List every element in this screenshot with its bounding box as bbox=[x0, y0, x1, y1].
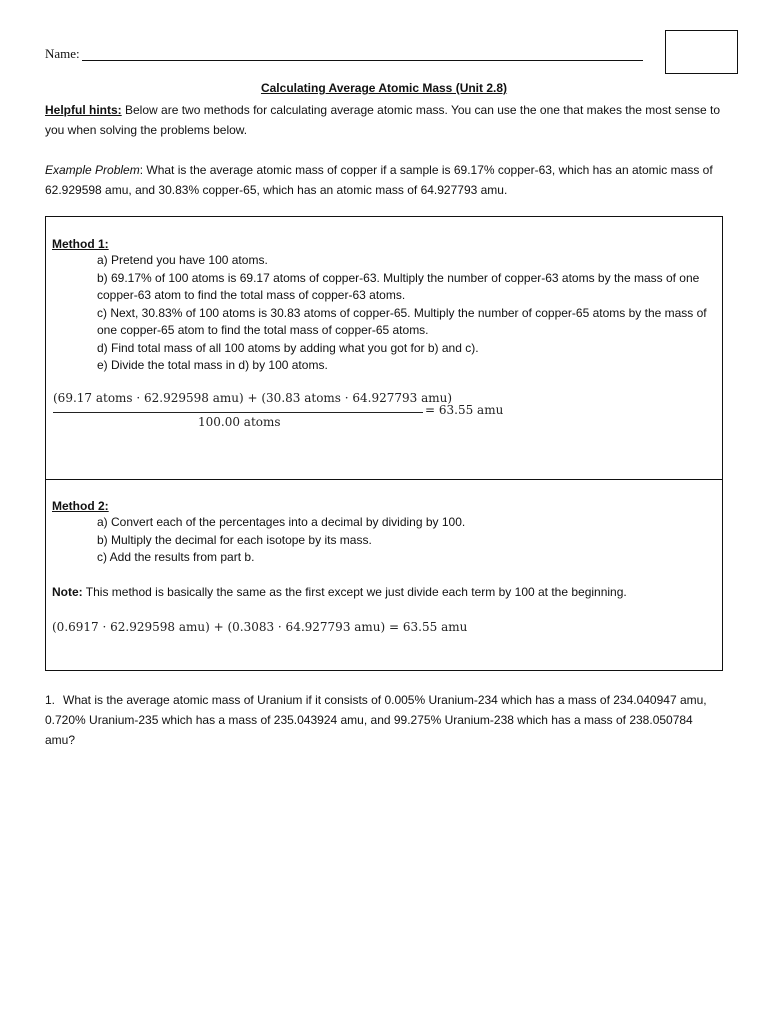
example-problem bbox=[45, 160, 725, 200]
example-text: : What is the average atomic mass of copper if a sample is 69.17% copper-63, which has an atomic mass of 62.929598 amu, and 30.83% copper-65, which has an atomic mass of 64.927793 amu. bbox=[45, 163, 713, 197]
method-1-step-b: b) 69.17% of 100 atoms is 69.17 atoms of copper-63. Multiply the number of copper-63 atoms by the mass of one copper-63 atom to find the total mass of copper-63 atoms. bbox=[97, 270, 700, 302]
method-2-step-b: b) Multiply the decimal for each isotope by its mass. bbox=[97, 532, 372, 547]
method-1-step-c: c) Next, 30.83% of 100 atoms is 30.83 atoms of copper-65. Multiply the number of copper-65 atoms by the mass of one copper-65 atom to find the total mass of copper-65 atoms. bbox=[97, 305, 707, 337]
method-2-step-c: c) Add the results from part b. bbox=[97, 550, 255, 564]
method-1-formula-numerator: (69.17 atoms · 62.929598 amu) + (30.83 atoms · 64.927793 amu) bbox=[53, 391, 453, 405]
note-text: This method is basically the same as the first except we just divide each term by 100 at the beginning. bbox=[82, 585, 627, 599]
method-2-steps bbox=[97, 514, 714, 567]
example-label: Example Problem bbox=[45, 163, 140, 177]
name-line[interactable] bbox=[82, 60, 643, 61]
method-1-step-e: e) Divide the total mass in d) by 100 atoms. bbox=[97, 358, 328, 372]
helpful-hints bbox=[45, 100, 725, 140]
method-2-note bbox=[52, 585, 714, 599]
hints-text: Below are two methods for calculating average atomic mass. You can use the one that makes the most sense to you when solving the problems below. bbox=[45, 103, 721, 137]
method-1-heading: Method 1: bbox=[52, 237, 109, 251]
worksheet-title: Calculating Average Atomic Mass (Unit 2.8) bbox=[260, 81, 508, 95]
method-1-step-d: d) Find total mass of all 100 atoms by adding what you got for b) and c). bbox=[97, 340, 479, 355]
note-label: Note: bbox=[52, 585, 83, 599]
hints-label: Helpful hints: bbox=[45, 103, 122, 117]
method-1-step-a: a) Pretend you have 100 atoms. bbox=[97, 253, 268, 267]
question-text: What is the average atomic mass of Uranium if it consists of 0.005% Uranium-234 which has a mass of 234.040947 amu, 0.720% Uranium-235 which has a mass of 235.043924 amu, and 99.275% Uranium-238 which has a mass of 238.050784 amu? bbox=[45, 693, 707, 747]
method-1-steps bbox=[97, 252, 714, 375]
fraction-bar bbox=[53, 412, 423, 413]
method-1-formula-denominator: 100.00 atoms bbox=[198, 415, 281, 429]
method-2-formula: (0.6917 · 62.929598 amu) + (0.3083 · 64.927793 amu) = 63.55 amu bbox=[52, 620, 468, 634]
method-1-formula-result: = 63.55 amu bbox=[425, 403, 504, 417]
score-box bbox=[665, 30, 738, 74]
name-field[interactable] bbox=[45, 46, 645, 64]
method-2-heading: Method 2: bbox=[52, 499, 109, 513]
name-label: Name: bbox=[45, 46, 80, 61]
method-1-box bbox=[45, 216, 723, 480]
method-2-box bbox=[45, 479, 723, 671]
question-1 bbox=[45, 690, 725, 750]
question-number: 1. bbox=[45, 693, 56, 707]
method-2-step-a: a) Convert each of the percentages into a decimal by dividing by 100. bbox=[97, 515, 466, 529]
